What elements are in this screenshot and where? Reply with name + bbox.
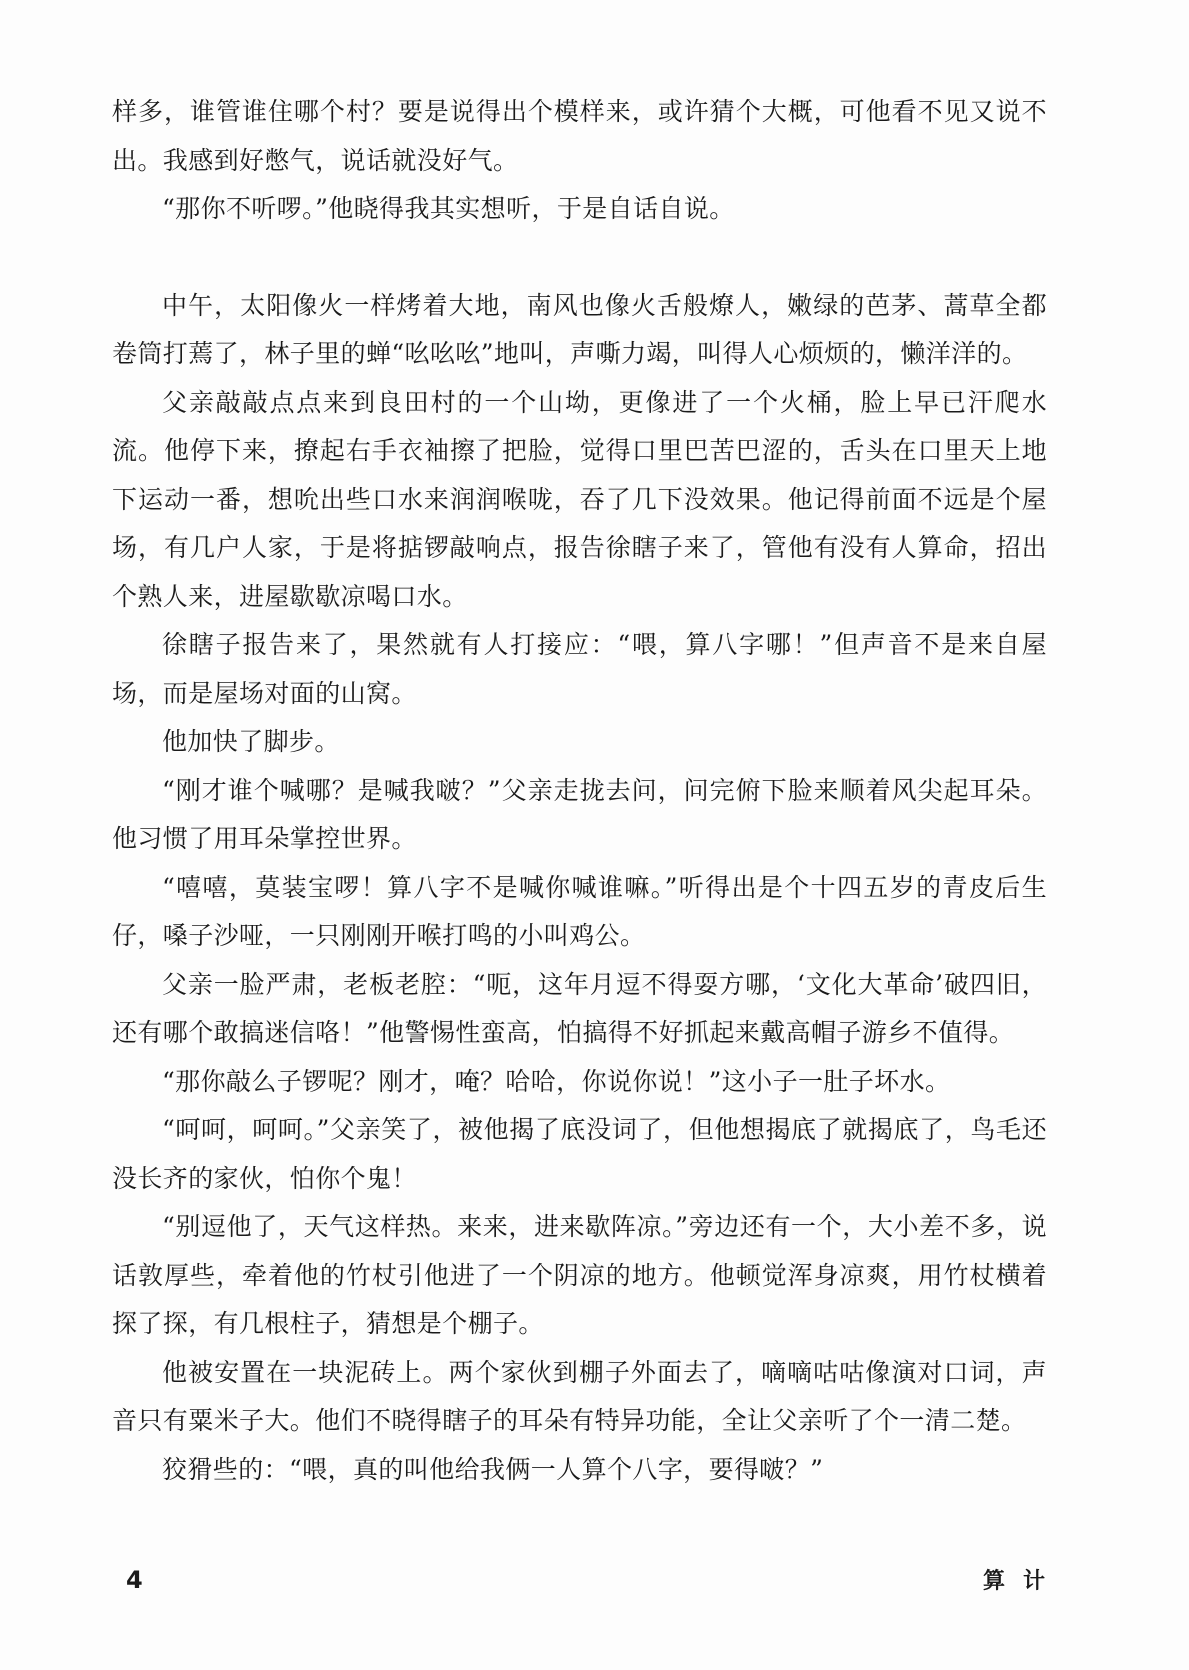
paragraph: “嘻嘻，莫装宝啰！算八字不是喊你喊谁嘛。”听得出是个十四五岁的青皮后生仔，嗓子沙哑，一只刚刚开喉打鸣的小叫鸡公。	[112, 872, 1047, 950]
page-number: 4	[126, 1566, 143, 1594]
paragraph: “那你敲么子锣呢？刚才，唵？哈哈，你说你说！”这小子一肚子坏水。	[162, 1066, 951, 1096]
running-title: 算计	[982, 1568, 1063, 1594]
paragraph: 中午，太阳像火一样烤着大地，南风也像火舌般燎人，嫩绿的芭茅、蒿草全都卷筒打蔫了，林子里的蝉“吆吆吆”地叫，声嘶力竭，叫得人心烦烦的，懒洋洋的。	[112, 290, 1047, 368]
paragraph: 样多，谁管谁住哪个村？要是说得出个模样来，或许猜个大概，可他看不见又说不出。我感到好憋气，说话就没好气。	[112, 97, 1047, 175]
paragraph: 父亲敲敲点点来到良田村的一个山坳，更像进了一个火桶，脸上早已汗爬水流。他停下来，撩起右手衣袖擦了把脸，觉得口里巴苦巴涩的，舌头在口里天上地下运动一番，想吮出些口水来润润喉咙，吞了几下没效果。他记得前面不远是个屋场，有几户人家，于是将掂锣敲响点，报告徐瞎子来了，管他有没有人算命，招出个熟人来，进屋歇歇凉喝口水。	[112, 387, 1047, 611]
paragraph: 狡猾些的：“喂，真的叫他给我俩一人算个八字，要得啵？”	[162, 1454, 824, 1484]
paragraph: “别逗他了，天气这样热。来来，进来歇阵凉。”旁边还有一个，大小差不多，说话敦厚些，牵着他的竹杖引他进了一个阴凉的地方。他顿觉浑身凉爽，用竹杖横着探了探，有几根柱子，猜想是个棚子。	[112, 1212, 1047, 1338]
paragraph: 徐瞎子报告来了，果然就有人打接应：“喂，算八字哪！”但声音不是来自屋场，而是屋场对面的山窝。	[112, 630, 1047, 708]
paragraph: 父亲一脸严肃，老板老腔：“呃，这年月逗不得耍方哪，‘文化大革命’破四旧，还有哪个敢搞迷信咯！”他警惕性蛮高，怕搞得不好抓起来戴高帽子游乡不值得。	[112, 969, 1047, 1047]
paragraph: “呵呵，呵呵。”父亲笑了，被他揭了底没词了，但他想揭底了就揭底了，鸟毛还没长齐的家伙，怕你个鬼！	[112, 1115, 1047, 1193]
paragraph: “那你不听啰。”他晓得我其实想听，于是自话自说。	[162, 194, 735, 223]
paragraph: “刚才谁个喊哪？是喊我啵？”父亲走拢去问，问完俯下脸来顺着风尖起耳朵。他习惯了用耳朵掌控世界。	[112, 775, 1047, 853]
paragraph: 他被安置在一块泥砖上。两个家伙到棚子外面去了，嘀嘀咕咕像演对口词，声音只有粟米子大。他们不晓得瞎子的耳朵有特异功能，全让父亲听了个一清二楚。	[112, 1357, 1047, 1435]
body-text	[112, 88, 1047, 1494]
paragraph: 他加快了脚步。	[162, 727, 340, 756]
